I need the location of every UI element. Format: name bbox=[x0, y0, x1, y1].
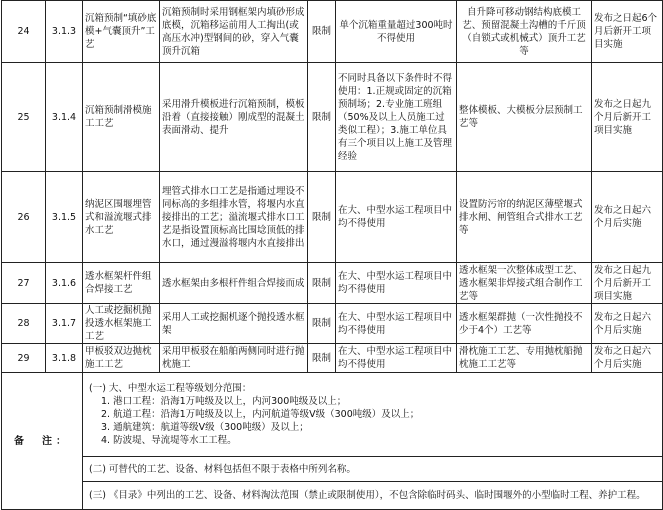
row-alternative: 设置防污帘的纳泥区薄壁堰式排水闸、闸管组合式排水工艺等 bbox=[457, 172, 592, 263]
row-name: 透水框架杆件组合焊接工艺 bbox=[83, 263, 160, 304]
row-category: 限制 bbox=[308, 63, 336, 172]
row-name: 沉箱预制滑模施工工艺 bbox=[83, 63, 160, 172]
row-no: 26 bbox=[2, 172, 46, 263]
note-1-item: 2. 航道工程：沿海1万吨级及以上，内河航道等级V级（300吨级）及以上； bbox=[101, 409, 420, 420]
row-deadline: 发布之日起九个月后新开工项目实施 bbox=[592, 263, 663, 304]
row-condition: 单个沉箱重量超过300吨时不得使用 bbox=[336, 1, 457, 63]
row-deadline: 发布之日起九个月后新开工项目实施 bbox=[592, 63, 663, 172]
row-alternative: 透水框架群抛（一次性抛投不少于4个）工艺等 bbox=[457, 304, 592, 344]
row-deadline: 发布之日起六个月后实施 bbox=[592, 172, 663, 263]
notes-label: 备 注： bbox=[2, 373, 83, 510]
row-description: 采用甲板驳在船舶两侧同时进行抛枕施工 bbox=[160, 344, 308, 373]
row-condition: 在大、中型水运工程项目中均不得使用 bbox=[336, 172, 457, 263]
row-condition: 在大、中型水运工程项目中均不得使用 bbox=[336, 263, 457, 304]
row-description: 埋管式排水口工艺是指通过埋设不同标高的多组排水管，将堰内水直接排出的工艺；溢流堰式排水口工艺是指设置顶标高比围埝顶低的排水口，通过漫溢将堰内水直接排出 bbox=[160, 172, 308, 263]
row-name: 纳泥区围堰埋管式和溢流堰式排水工艺 bbox=[83, 172, 160, 263]
row-condition: 不同时具备以下条件时不得使用：1.正规或固定的沉箱预制场；2.专业施工班组（50%及以上人员施工过类似工程）；3.施工单位具有三个项目以上施工及管理经验 bbox=[336, 63, 457, 172]
table-row bbox=[2, 304, 663, 344]
table-row bbox=[2, 1, 663, 63]
notes-row bbox=[2, 482, 663, 510]
row-code: 3.1.5 bbox=[46, 172, 83, 263]
row-alternative: 自升降可移动钢结构底模工艺、预留混凝土沟槽的千斤顶（自锁式或机械式）顶升工艺等 bbox=[457, 1, 592, 63]
row-description: 透水框架由多根杆件组合焊接而成 bbox=[160, 263, 308, 304]
table-row bbox=[2, 263, 663, 304]
row-no: 28 bbox=[2, 304, 46, 344]
row-no: 27 bbox=[2, 263, 46, 304]
table-row bbox=[2, 344, 663, 373]
notes-row bbox=[2, 373, 663, 457]
row-alternative: 透水框架一次整体成型工艺、透水框架非焊接式组合制作工艺等 bbox=[457, 263, 592, 304]
row-code: 3.1.7 bbox=[46, 304, 83, 344]
row-deadline: 发布之日起6个月后新开工项目实施 bbox=[592, 1, 663, 63]
row-category: 限制 bbox=[308, 344, 336, 373]
row-code: 3.1.3 bbox=[46, 1, 83, 63]
row-no: 24 bbox=[2, 1, 46, 63]
row-alternative: 整体模板、大模板分层预制工艺等 bbox=[457, 63, 592, 172]
row-category: 限制 bbox=[308, 263, 336, 304]
row-description: 采用滑升模板进行沉箱预制，模板沿着（直接接触）刚成型的混凝土表面滑动、提升 bbox=[160, 63, 308, 172]
row-alternative: 滑枕施工工艺、专用抛枕船抛枕施工工艺等 bbox=[457, 344, 592, 373]
note-1-item: 3. 通航建筑：航道等级V级（300吨级）及以上； bbox=[101, 422, 309, 433]
process-table bbox=[1, 0, 663, 510]
note-1 bbox=[83, 373, 663, 457]
table-body bbox=[2, 1, 663, 510]
row-deadline: 发布之日起六个月后实施 bbox=[592, 344, 663, 373]
row-no: 29 bbox=[2, 344, 46, 373]
row-description: 采用人工或挖掘机逐个抛投透水框架 bbox=[160, 304, 308, 344]
row-category: 限制 bbox=[308, 1, 336, 63]
table-row bbox=[2, 172, 663, 263]
row-condition: 在大、中型水运工程项目中均不得使用 bbox=[336, 304, 457, 344]
row-code: 3.1.6 bbox=[46, 263, 83, 304]
row-category: 限制 bbox=[308, 172, 336, 263]
note-1-item: 4. 防波堤、导流堤等水工工程。 bbox=[101, 435, 237, 446]
notes-row bbox=[2, 457, 663, 482]
row-no: 25 bbox=[2, 63, 46, 172]
row-description: 沉箱预制时采用钢框架内填砂形成底模，沉箱移运前用人工掏出(或高压水冲)型钢间的砂，穿入气囊顶升沉箱 bbox=[160, 1, 308, 63]
note-3: (三) 《目录》中列出的工艺、设备、材料淘汰范围（禁止或限制使用），不包含除临时码头、临时围堰外的小型临时工程、养护工程。 bbox=[83, 482, 663, 510]
row-deadline: 发布之日起六个月后实施 bbox=[592, 304, 663, 344]
row-code: 3.1.8 bbox=[46, 344, 83, 373]
row-name: 甲板驳双边抛枕施工工艺 bbox=[83, 344, 160, 373]
row-name: 沉箱预制“填砂底模+气囊顶升”工艺 bbox=[83, 1, 160, 63]
row-category: 限制 bbox=[308, 304, 336, 344]
row-condition: 在大、中型水运工程项目中均不得使用 bbox=[336, 344, 457, 373]
row-code: 3.1.4 bbox=[46, 63, 83, 172]
row-name: 人工或挖掘机抛投透水框架施工工艺 bbox=[83, 304, 160, 344]
note-1-title: (一) 大、中型水运工程等级划分范围： bbox=[89, 383, 252, 394]
note-2: (二) 可替代的工艺、设备、材料包括但不限于表格中所列名称。 bbox=[83, 457, 663, 482]
note-1-item: 1. 港口工程：沿海1万吨级及以上，内河300吨级及以上； bbox=[101, 396, 347, 407]
table-row bbox=[2, 63, 663, 172]
